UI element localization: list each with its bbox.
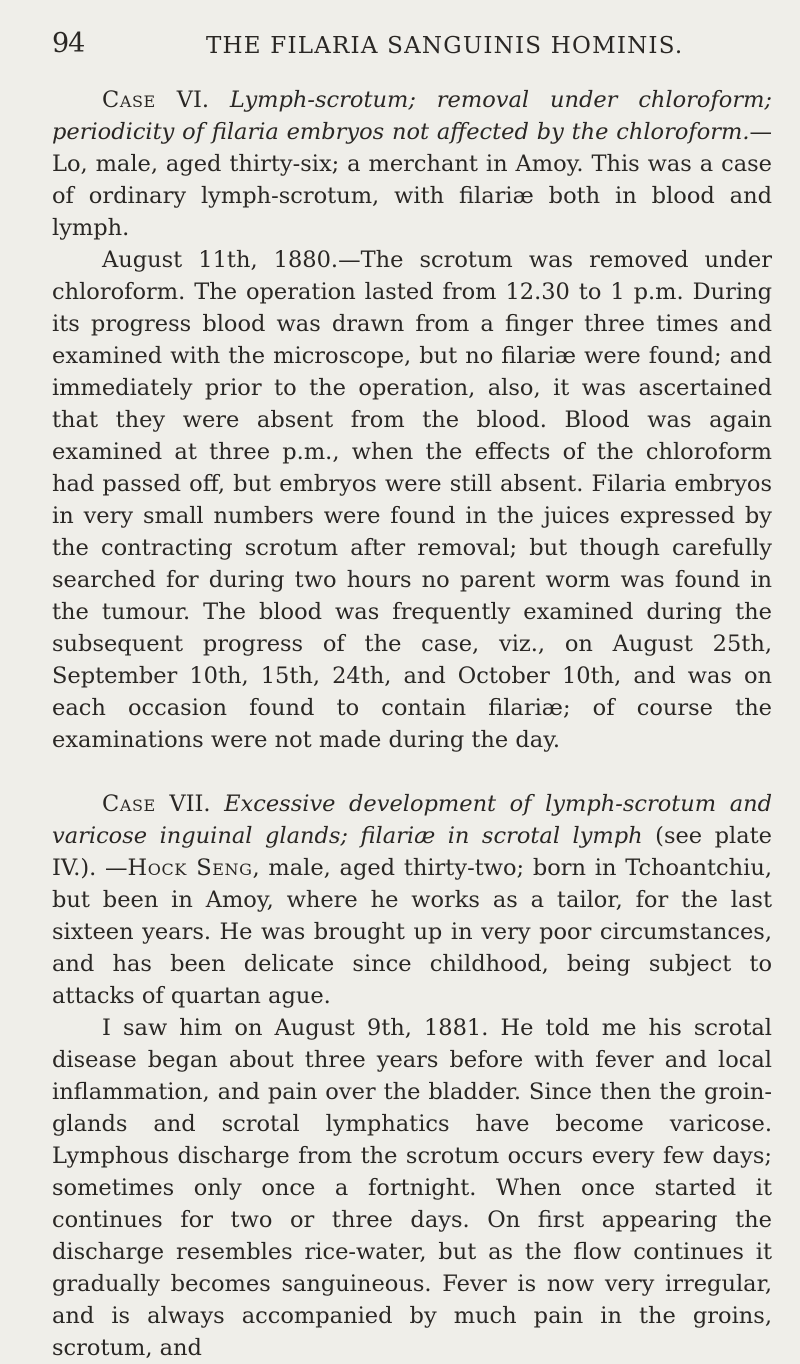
case-7-label: Case (102, 791, 156, 817)
case-6-intro: —Lo, male, aged thirty-six; a merchant in Amoy. This was a case of ordinary lymph-scrotum, with filariæ both in blood and lymph. (52, 119, 772, 241)
page-number: 94 (52, 28, 85, 59)
page-header (52, 28, 772, 68)
patient-dash: — (105, 855, 128, 881)
case-7-intro: , male, aged thirty-two; born in Tchoantchiu, but been in Amoy, where he works as a tailor, for the last sixteen years. He was brought up in very poor circumstances, and has been delicate since childhood, being subject to attacks of quartan ague. (52, 855, 772, 1009)
case-7-number: VII. (169, 791, 211, 817)
running-title: THE FILARIA SANGUINIS HOMINIS. (206, 33, 684, 59)
case-6-heading-paragraph (52, 84, 772, 244)
case-7-title: Excessive development of lymph-scrotum and varicose inguinal glands; filariæ in scrotal lymph (52, 791, 772, 849)
case-6-number: VI. (176, 87, 210, 113)
body-text (52, 84, 772, 1364)
case-7-heading-paragraph (52, 788, 772, 1012)
case-6-label: Case (102, 87, 156, 113)
plate-reference: (see plate IV.). (52, 823, 772, 881)
case-7-paragraph: I saw him on August 9th, 1881. He told me his scrotal disease began about three years before with fever and local inflammation, and pain over the bladder. Since then the groin-glands and scrotal lymphatics have become varicose. Lymphous discharge from the scrotum occurs every few days; sometimes only once a fortnight. When once started it continues for two or three days. On first appearing the discharge resembles rice-water, but as the flow continues it gradually becomes sanguineous. Fever is now very irregular, and is always accompanied by much pain in the groins, scrotum, and (52, 1015, 772, 1361)
case-6-paragraph: August 11th, 1880.—The scrotum was removed under chloroform. The operation lasted from 12.30 to 1 p.m. During its progress blood was drawn from a finger three times and examined with the microscope, but no filariæ were found; and immediately prior to the operation, also, it was ascertained that they were absent from the blood. Blood was again examined at three p.m., when the effects of the chloroform had passed off, but embryos were still absent. Filaria embryos in very small numbers were found in the juices expressed by the contracting scrotum after removal; but though carefully searched for during two hours no parent worm was found in the tumour. The blood was frequently examined during the subsequent progress of the case, viz., on August 25th, September 10th, 15th, 24th, and October 10th, and was on each occasion found to contain filariæ; of course the examinations were not made during the day. (52, 247, 772, 753)
patient-name: Hock Seng (127, 855, 253, 881)
case-6-title: Lymph-scrotum; removal under chloroform; periodicity of filaria embryos not affected by the chloroform. (52, 87, 773, 145)
